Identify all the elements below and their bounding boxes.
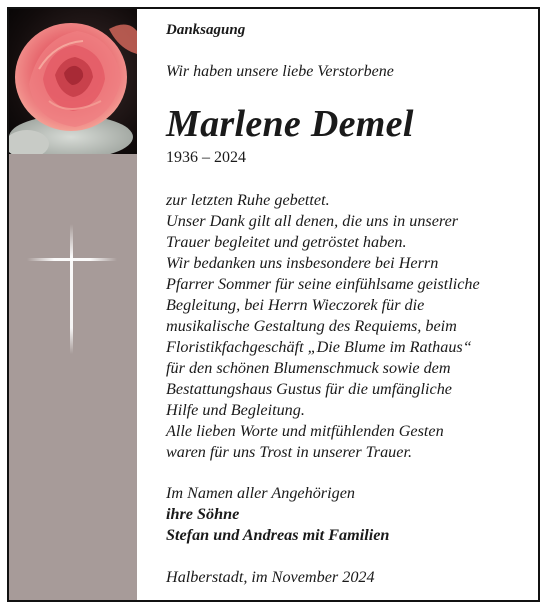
message-line: musikalische Gestaltung des Requiems, beim: [166, 317, 457, 335]
message-line: zur letzten Ruhe gebettet.: [166, 191, 330, 209]
message-line: Hilfe und Begleitung.: [166, 401, 305, 419]
place-date: Halberstadt, im November 2024: [166, 568, 375, 586]
message-line: Alle lieben Worte und mitfühlenden Gesten: [166, 422, 444, 440]
signature-intro: Im Namen aller Angehörigen: [166, 484, 355, 502]
message-line: Floristikfachgeschäft „Die Blume im Rathaus“: [166, 338, 472, 356]
message-line: für den schönen Blumenschmuck sowie dem: [166, 359, 451, 377]
message-line: Wir bedanken uns insbesondere bei Herrn: [166, 254, 439, 272]
message-line: Pfarrer Sommer für seine einfühlsame geistliche: [166, 275, 480, 293]
deceased-name: Marlene Demel: [166, 103, 414, 145]
side-panel: [9, 9, 137, 600]
cross-icon: [27, 224, 117, 359]
rose-photo: [9, 9, 137, 154]
intro-text: Wir haben unsere liebe Verstorbene: [166, 63, 394, 80]
life-years: 1936 – 2024: [166, 149, 246, 166]
signature-names: Stefan und Andreas mit Familien: [166, 526, 390, 544]
message-line: waren für uns Trost in unserer Trauer.: [166, 443, 413, 461]
signature-sons: ihre Söhne: [166, 505, 240, 523]
message-line: Trauer begleitet und getröstet haben.: [166, 233, 407, 251]
obituary-notice: [7, 7, 540, 602]
notice-heading: Danksagung: [166, 22, 246, 38]
message-line: Bestattungshaus Gustus für die umfängliche: [166, 380, 452, 398]
message-line: Begleitung, bei Herrn Wieczorek für die: [166, 296, 425, 314]
message-line: Unser Dank gilt all denen, die uns in unserer: [166, 212, 459, 230]
